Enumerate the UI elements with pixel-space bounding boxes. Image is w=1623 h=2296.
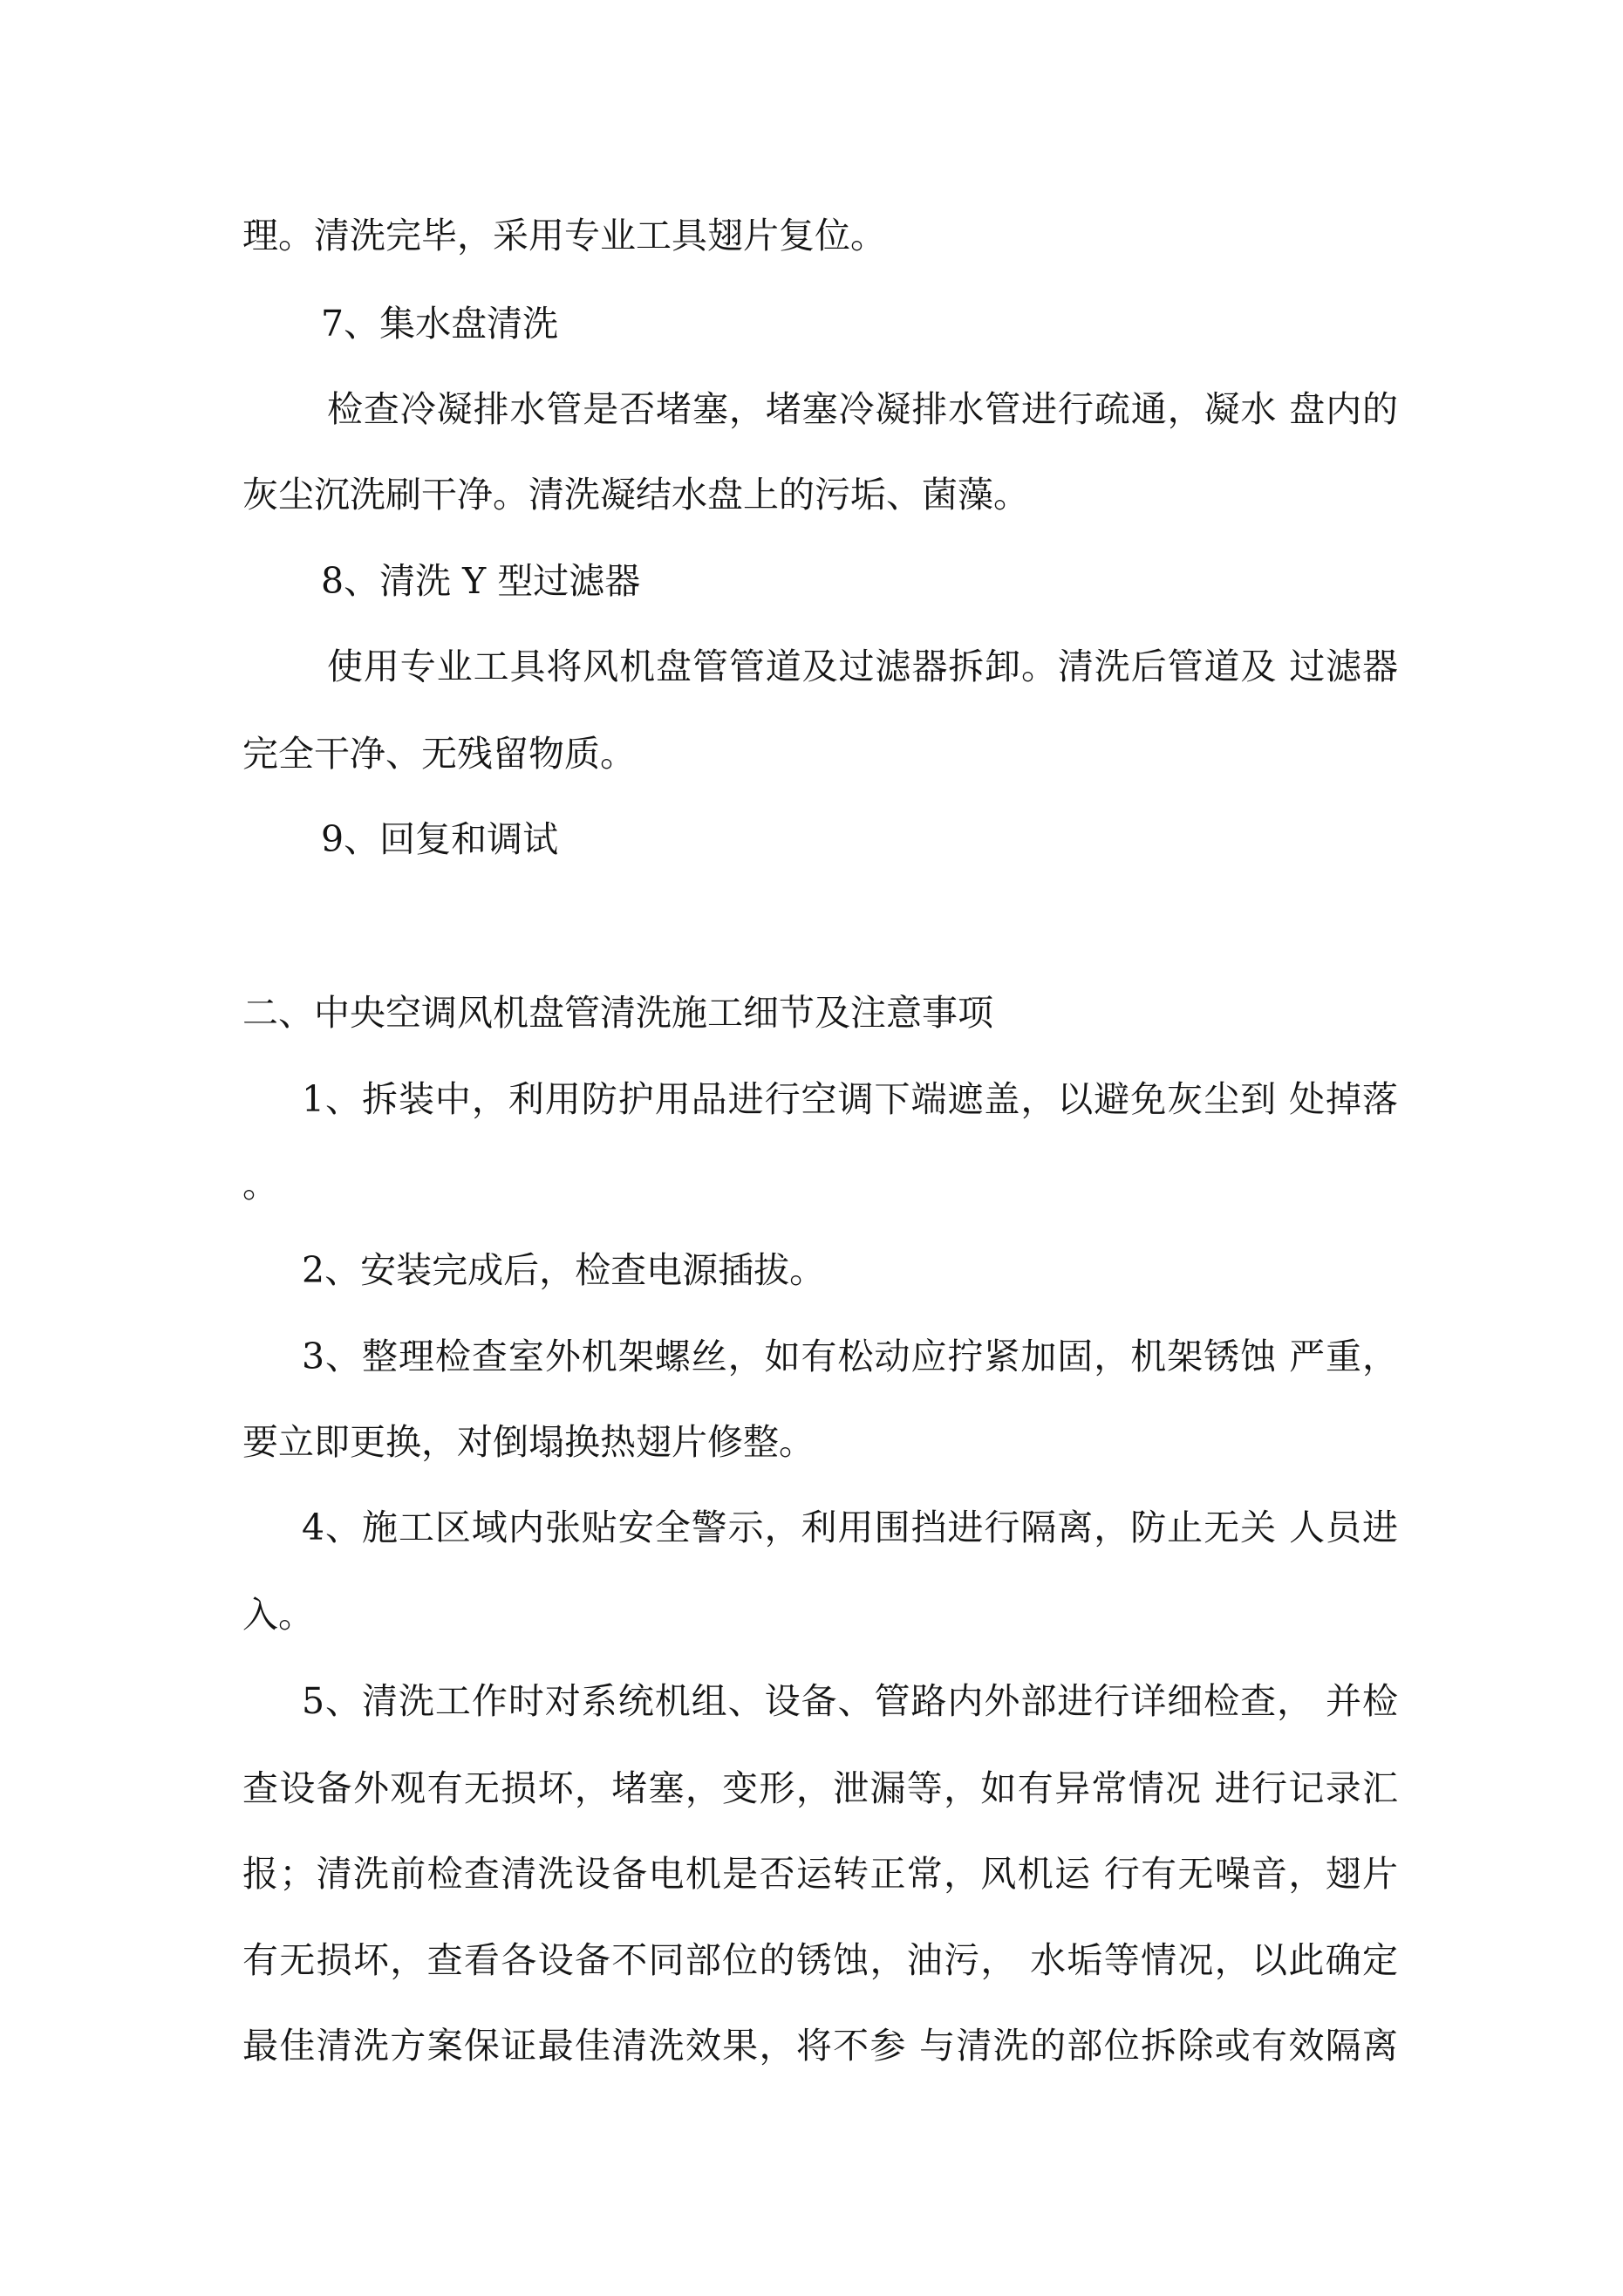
paragraph-line: 检查冷凝排水管是否堵塞，堵塞冷凝排水管进行疏通，凝水 盘内的 — [327, 388, 1398, 430]
list-item-line: 。 — [242, 1164, 278, 1206]
list-item-line: 1、拆装中，利用防护用品进行空调下端遮盖，以避免灰尘到 处掉落 — [302, 1078, 1398, 1120]
list-item-line: 查设备外观有无损坏，堵塞，变形，泄漏等，如有异常情况 进行记录汇 — [242, 1767, 1398, 1809]
paragraph-line: 完全干净、无残留物质。 — [242, 733, 636, 775]
list-item-line: 有无损坏，查看各设备不同部位的锈蚀，油污， 水垢等情况，以此确定 — [242, 1939, 1398, 1981]
step-heading: 8、清洗 Y 型过滤器 — [321, 560, 641, 602]
step-heading: 7、集水盘清洗 — [321, 303, 559, 345]
paragraph-line: 使用专业工具将风机盘管管道及过滤器拆卸。清洗后管道及 过滤器 — [327, 646, 1398, 687]
list-item-line: 最佳清洗方案保证最佳清洗效果，将不参 与清洗的部位拆除或有效隔离 — [242, 2025, 1398, 2067]
list-item-line: 4、施工区域内张贴安全警示，利用围挡进行隔离，防止无关 人员进 — [302, 1507, 1398, 1548]
list-item-line: 3、整理检查室外机架螺丝，如有松动应拧紧加固，机架锈蚀 严重， — [302, 1336, 1398, 1377]
step-heading: 9、回复和调试 — [321, 818, 559, 860]
list-item-line: 2、安装完成后，检查电源插拔。 — [302, 1249, 826, 1291]
list-item-line: 入。 — [242, 1594, 314, 1636]
list-item-line: 要立即更换，对倒塌换热翅片修整。 — [242, 1421, 815, 1463]
list-item-line: 报；清洗前检查清洗设备电机是否运转正常，风机运 行有无噪音，翅片 — [242, 1853, 1398, 1895]
section-title: 二、中央空调风机盘管清洗施工细节及注意事项 — [242, 992, 993, 1034]
paragraph-line: 灰尘沉洗刷干净。清洗凝结水盘上的污垢、菌藻。 — [242, 474, 1029, 516]
continuation-line: 理。清洗完毕，采用专业工具翅片复位。 — [242, 215, 886, 256]
list-item-line: 5、清洗工作时对系统机组、设备、管路内外部进行详细检查， 并检 — [302, 1680, 1398, 1722]
